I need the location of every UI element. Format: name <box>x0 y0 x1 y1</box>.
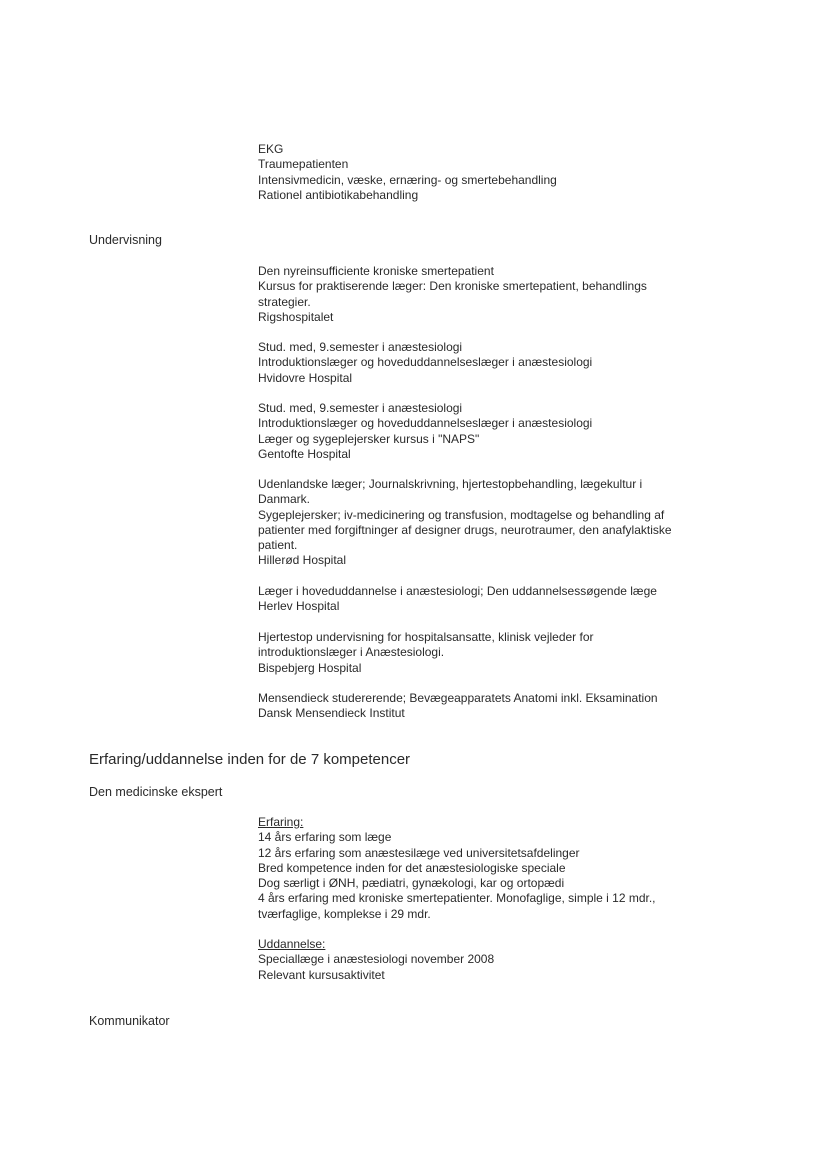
education-block <box>258 937 728 983</box>
teaching-group-bispebjerg <box>258 630 728 676</box>
text-line: Speciallæge i anæstesiologi november 2008 <box>258 952 495 967</box>
text-line: Hvidovre Hospital <box>258 370 353 385</box>
text-line: Herlev Hospital <box>258 599 340 614</box>
text-line: tværfaglige, komplekse i 29 mdr. <box>258 906 431 921</box>
text-line: Dansk Mensendieck Institut <box>258 706 405 721</box>
text-line: Introduktionslæger og hoveduddannelseslæger i anæstesiologi <box>258 416 593 431</box>
text-line: Læger og sygeplejersker kursus i "NAPS" <box>258 431 480 446</box>
text-line: Mensendieck studererende; Bevægeapparatets Anatomi inkl. Eksamination <box>258 691 658 705</box>
experience-block <box>258 815 728 922</box>
text-line: Introduktionslæger og hoveduddannelseslæger i anæstesiologi <box>258 355 593 370</box>
undervisning-label: Undervisning <box>89 233 162 247</box>
medicinske-ekspert-label: Den medicinske ekspert <box>89 785 223 799</box>
text-line: Relevant kursusaktivitet <box>258 967 385 982</box>
text-line: Stud. med, 9.semester i anæstesiologi <box>258 401 463 415</box>
top-topic-list <box>258 142 728 203</box>
text-line: 12 års erfaring som anæstesilæge ved universitetsafdelinger <box>258 845 580 860</box>
text-line: Læger i hoveduddannelse i anæstesiologi; Den uddannelsessøgende læge <box>258 584 657 598</box>
text-line: patienter med forgiftninger af designer drugs, neurotraumer, den anafylaktiske <box>258 522 672 537</box>
list-item: Traumepatienten <box>258 157 349 172</box>
text-line: 14 års erfaring som læge <box>258 830 392 845</box>
teaching-group-mensendieck <box>258 691 728 722</box>
text-line: Kursus for praktiserende læger: Den kroniske smertepatient, behandlings <box>258 279 647 294</box>
list-item: EKG <box>258 142 284 156</box>
text-line: Hjertestop undervisning for hospitalsansatte, klinisk vejleder for <box>258 630 594 644</box>
teaching-group-hilleroed <box>258 477 728 569</box>
teaching-group-gentofte <box>258 401 728 462</box>
text-line: Stud. med, 9.semester i anæstesiologi <box>258 340 463 354</box>
text-line: Gentofte Hospital <box>258 446 351 461</box>
text-line: Dog særligt i ØNH, pædiatri, gynækologi, kar og ortopædi <box>258 876 565 891</box>
teaching-group-herlev <box>258 584 728 615</box>
text-line: Hillerød Hospital <box>258 553 347 568</box>
teaching-group-rigshospitalet <box>258 264 728 325</box>
text-line: Den nyreinsufficiente kroniske smertepatient <box>258 264 494 278</box>
text-line: Danmark. <box>258 492 311 507</box>
text-line: Rigshospitalet <box>258 309 334 324</box>
kommunikator-label: Kommunikator <box>89 1014 170 1028</box>
teaching-group-hvidovre <box>258 340 728 386</box>
text-line: 4 års erfaring med kroniske smertepatienter. Monofaglige, simple i 12 mdr., <box>258 891 656 906</box>
text-line: Bispebjerg Hospital <box>258 660 362 675</box>
uddannelse-heading: Uddannelse: <box>258 937 326 951</box>
text-line: introduktionslæger i Anæstesiologi. <box>258 645 445 660</box>
list-item: Rationel antibiotikabehandling <box>258 187 419 202</box>
text-line: Bred kompetence inden for det anæstesiologiske speciale <box>258 860 566 875</box>
text-line: Sygeplejersker; iv-medicinering og transfusion, modtagelse og behandling af <box>258 507 665 522</box>
list-item: Intensivmedicin, væske, ernæring- og smertebehandling <box>258 172 557 187</box>
erfaring-heading: Erfaring: <box>258 815 304 829</box>
text-line: Udenlandske læger; Journalskrivning, hjertestopbehandling, lægekultur i <box>258 477 643 491</box>
section-title: Erfaring/uddannelse inden for de 7 kompetencer <box>89 751 411 768</box>
text-line: strategier. <box>258 294 311 309</box>
text-line: patient. <box>258 538 298 553</box>
